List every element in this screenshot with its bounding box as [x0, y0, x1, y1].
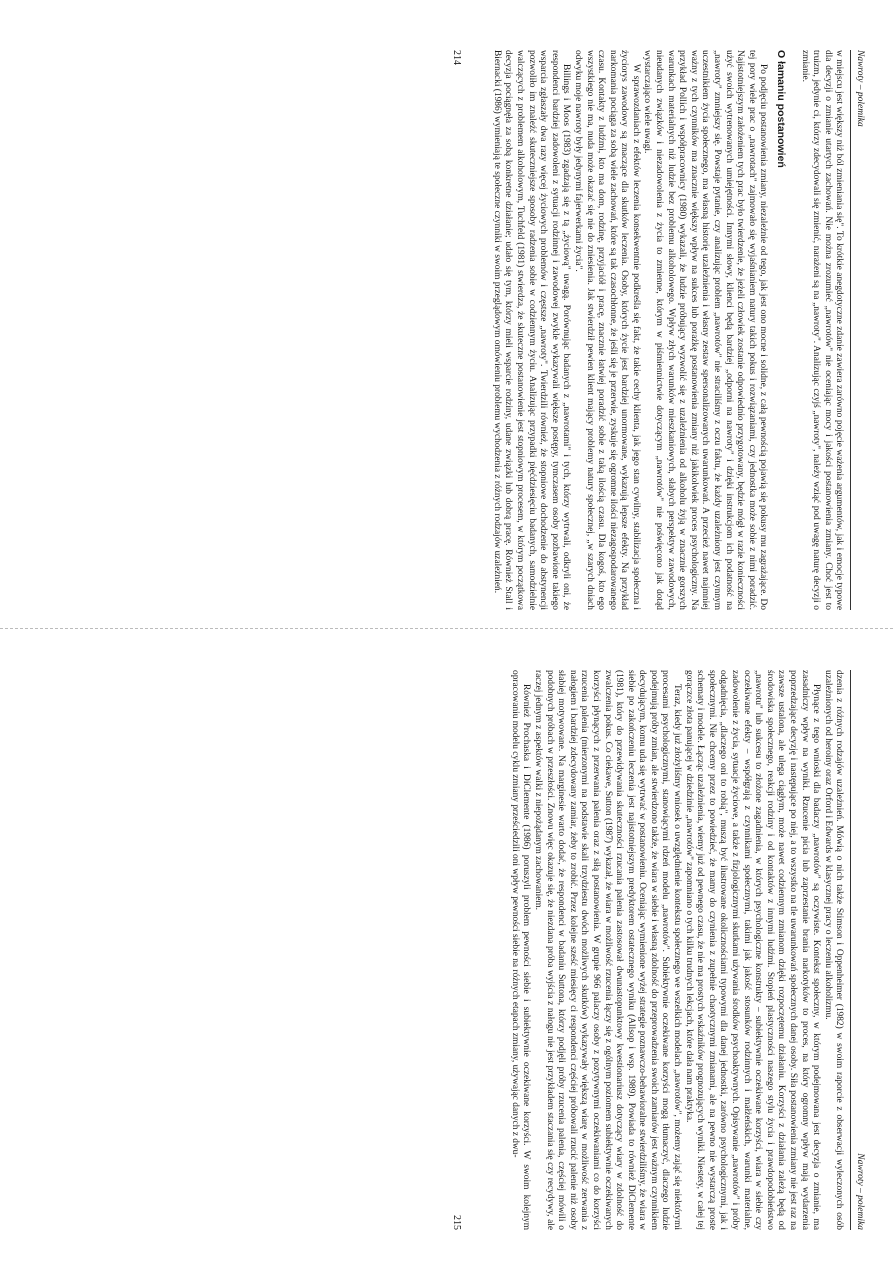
page-left	[450, 50, 865, 610]
running-head-text: Nawroty – polemika	[855, 50, 865, 127]
paragraph: dzenia z różnych rodzajów uzależnień. Mówią o nich także Stimson i Oppenheimer (1982) w swoim raporcie z obserwacji wyleczonych osób uzależnionych od heroiny oraz Orford i Edwards w klasycznej pracy o leczeniu alkoholizmu.	[822, 670, 845, 1230]
paragraph: W sprawozdaniach z efektów leczenia konsekwentnie podkreśla się fakt, że takie cechy klienta, jak jego stan cywilny, stabilizacja społeczna i życiorys zawodowy są znaczące dla skutków leczenia. Osoby, których życie jest bardziej unormowane, wykazują lepsze efekty. Na przykład narkomania pociąga za sobą wiele zachowań, które są tak czasochłonne, że jeśli się je przerwie, zyskuje się ogromne ilości niezagospodarowanego czasu. Kontakty z ludźmi, kto ma dom, rodzinę, przyjaciół i pracę, znacznie łatwiej poradzić sobie z taką ilością czasu. Dla kogoś, kto ego wszystkiego nie ma, nuda może okazać się nie do zniesienia. Jak stwierdził pewien klient mający problemy natury społecznej, „w szarych dniach odwyku moje nawroty były jedynymi fajerwerkami życia".	[572, 50, 641, 610]
running-head-text: Nawroty – polemika	[855, 1153, 865, 1230]
paragraph: Płynące z tego wnioski dla badaczy „nawrotów" są oczywiste. Kontekst społeczny, w którym podejmowana jest decyzja o zmianie, ma zasadniczy wpływ na wyniki. Rzucenie picia lub zaprzestanie brania narkotyków to proces, na który ogromny wpływ mają wydarzenia poprzedzające decyzję i następujące po niej, a to wszystko na tle uwarunkowań społecznych danej osoby. Siła postanowienia zmiany nie jest raz na zawsze ustalona, ale ulega ciągłym, może nawet codziennym zmianom dzięki rozpoczętemu działaniu. Korzyści z działania zależą będą od środowiska społecznego, reakcji rodziny i od kontaktów z innymi ludźmi. Stopień plastyczności naszego stylu życia i prawdopodobieństwo „nawrotu" lub sukcesu to złożone zagadnienia, w których psychologiczne konstrukty – subiektywnie oczekiwane korzyści, wiara w siebie czy oczekiwane efekty – współgrają z czynnikami społecznymi, takimi jak jakość stosunków rodzinnych i małżeńskich, warunki materialne, zadowolenie z życia, sytuacje życiowe, a także z fizjologicznymi skutkami używania środków psychoaktywnych. Opisywanie „nawrotów" i próby odgadnięcia, „dlaczego oni to robią", muszą być ilustrowane okolicznościami typowymi dla danej jednostki, zarówno psychologicznymi, jak i społecznymi. Nie chcemy przez to powiedzieć, że mamy do czynienia z zupełnie chaotycznymi zmianami, ale na pewno nie wystarczą proste schematy i modele. Łącząc uzależnienia, wiemy już od pewnego czasu, że nie ma prostych wskaźników prognozujących wyniki. Niestety, w całej tej gorączce złota panującej w dziedzinie „nawrotów" zapomniano o tych kilku trudnych lekcjach, które dała nam praktyka.	[683, 670, 822, 1230]
page-divider	[0, 628, 893, 629]
paragraph: Billings i Moos (1983) zgadzają się z tą „życiową" uwagą. Porównując badanych z „nawrotami" i tych, którzy wytrwali, odkryli oni, że respondenci bardziej zadowoleni z sytuacji rodzinnej i zawodowej zwykle wykazywali większe postępy, tymczasem osoby pozbawione takiego wsparcia zgłaszały dwa razy więcej życiowych problemów i częstsze „nawroty". Twierdzili również, że stopniowe dochodzenie do abstynencji pozwoliło im znaleźć skuteczniejsze sposoby radzenia sobie w codziennym życiu. Analizując przypadki pięćdziesięciu badanych, samodzielnie walczących z problemem alkoholowym, Tuchfeld (1981) stwierdza, że skuteczne postanowienie jest stopniowym procesem, w którym początkowa decyzja pociągnęła za sobą konkretne działanie; udało się tym, którzy mieli wsparcie rodziny, udane związki lub dobrą pracę. Również Stall i Biernacki (1986) wymieniają te społeczne czynniki w swoim przeglądowym omówieniu problemu wychodzenia z różnych rodzajów uzależnień.	[491, 50, 572, 610]
page-number: 214	[450, 50, 462, 65]
page-right	[450, 670, 865, 1230]
running-head	[850, 50, 865, 610]
section-heading: O łamaniu postanowień	[775, 50, 788, 168]
paragraph: Również Prochaska i DiClemente (1986) poruszyli problem pewności siebie i subiektywnie oczekiwane korzyści. W swoim kolejnym opracowaniu modelu cyklu zmiany prześciedzili oni wpływ pewności siebie na różnych etapach zmiany, używając danych z dwu-	[509, 670, 532, 1230]
page-number: 215	[450, 1215, 462, 1230]
paragraph: Po podjęciu postanowienia zmiany, niezależnie od tego, jak jest ono mocne i solidne, z całą pewnością pojawią się pokusy mu zagrażające. Do tej pory wiele prac o „nawrotach" zajmowało się wyjaśnianiem natury takich pokus i rozwiązaniami, czy jednostka może sobie z nimi poradzić. Najistotniejszym założeniem tych prac było twierdzenie, że jeżeli człowiek zostanie odpowiednio przygotowany, będzie mógł w razie konieczności użyć swoich wytrenowanych umiejętności. Innymi słowy, klienci będą bardziej „odporni na nawroty" i dzięki instrukcjom ich podatność na „nawroty" zmniejszy się. Powstaje pytanie, czy analizując problem „nawrotów" nie straciliśmy z oczu faktu, że każdy uzależniony jest czynnym uczestnikiem życia społecznego, ma własną historię uzależnienia i własny zestaw spersonalizowanych uwarunkowań. A przecież nawet najmniej ważny z tych czynników ma znacznie większy wpływ na sukces lub porażkę postanowienia zmiany niż jakikolwiek proces psychologiczny. Na przykład Pollich i współpracownicy (1980) wykazali, że ludzie próbujący wyzwolić się z uzależnienia od alkoholu żyją w znacznie gorszych warunkach materialnych niż ludzie bez problemu alkoholowego. Wpływ złych warunków mieszkaniowych, słabych perspektyw zawodowych, nieudanych związków i niezadowolenia z życia to zmienne, którym w piśmiennictwie dotyczącym „nawrotów" nie poświęcono jak dotąd wystarczająco wiele uwagi.	[642, 50, 769, 610]
running-head	[850, 670, 865, 1230]
paragraph: Teraz, kiedy już złożyliśmy wniosek o uwzględnienie kontekstu społecznego we wszelkich modelach „nawrotów", możemy zająć się niektórymi procesami psychologicznymi, stanowiącymi rdzeń modelu „nawrotów". Subiektywnie oczekiwane korzyści mogą tłumaczyć, dlaczego ludzie podejmują próby zmian, ale stwierdzono także, że wiara w siebie i własną zdolność do przeprowadzenia swoich zamiarów jest ważnym czynnikiem decydującym, komu uda się wytrwać w postanowieniu. Oceniając wymienione wyżej strategie poznawczo-behawioralne stwierdziliśmy, że wiara w siebie po zakończeniu leczenia jest najistotniejszym predyktorem ostatecznego wyniku (Allsop i wsp. 1989). Powiada to również DiClemente (1981), który do przewidywania skuteczności rzucania palenia zastosował dwunastopunktowy kwestionariusz dotyczący wiary w zdolność do zwalczenia pokus. Co ciekawe, Sutton (1987) wykazał, że wiara w możliwość rzucenia łączy się z ogólnym poziomem subiektywnie oczekiwanych korzyści płynących z przerwania palenia oraz z siłą postanowienia. W grupie 966 palaczy osoby z pozytywnymi oczekiwaniami co do korzyści rzucenia palenia (mierzonymi na podstawie skali trzydziestu dwóch możliwych skutków) wykazywały większą wiarę w możliwość zerwania z nałogiem i bardziej zdecydowany zamiar, żeby to zrobić. Przez kolejne sześć miesięcy ci respondenci częściej próbowali rzucić palenie niż osoby słabiej motywowane. Na marginesie warto dodać, że respondenci w badaniu Suttona, którzy podjęli próby rzucenia palenia, częściej mówili o podobnych próbach w przeszłości. Znowu więc okazuje się, że niezdana próba wyjścia z nałogu nie jest przykładem staczania się czy recydywy, ale raczej jednym z aspektów walki z niepożądanym zachowaniem.	[532, 670, 683, 1230]
paragraph: w miejscu jest większy niż ból zmieniania się". To krótkie anegdotyczne zdanie zawiera zarówno pojęcie ważenia argumentów, jak i emocje typowe dla decyzji o zmianie utartych zachowań. Nie można zrozumieć „nawrotów" nie oceniając mocy i jakości postanowienia zmiany. Choć jest to truizm, jedynie ci, którzy zdecydowali się zmienić, narażeni są na „nawroty". Analizując czyjś „nawroty", należy wziąć pod uwagę naturę decyzji o zmianie.	[799, 50, 845, 610]
